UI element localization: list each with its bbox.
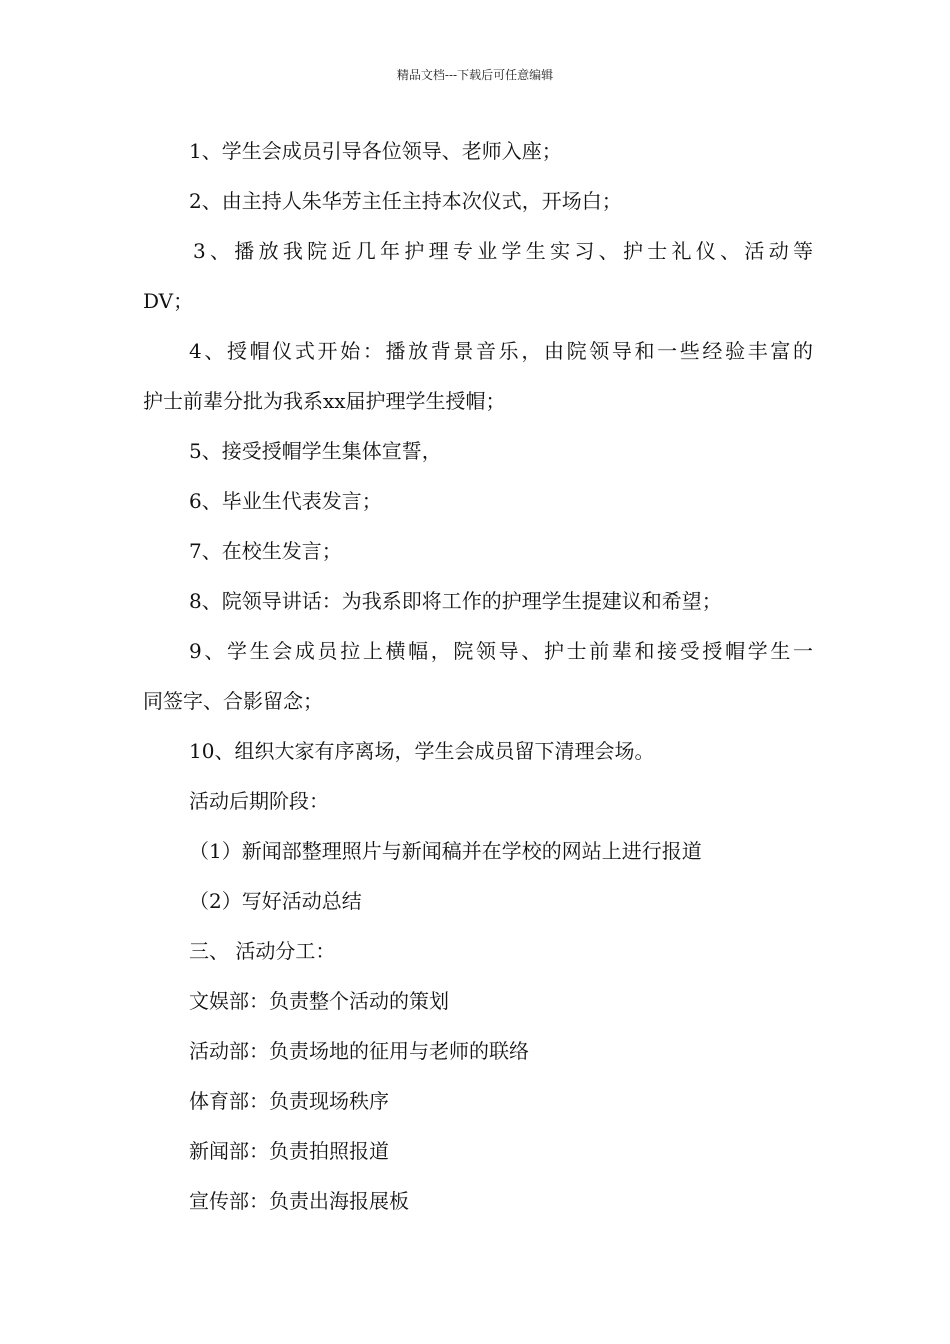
section-heading: 活动后期阶段： [189,789,329,813]
document-header: 精品文档---下载后可任意编辑 [396,68,554,82]
list-item: 1、学生会成员引导各位领导、老师入座； [189,139,562,163]
section-heading: 三、 活动分工： [189,939,336,963]
list-item: 5、接受授帽学生集体宣誓， [189,439,442,463]
list-item-continuation: DV； [143,289,194,313]
list-item: 体育部：负责现场秩序 [189,1089,389,1113]
list-item: （1）新闻部整理照片与新闻稿并在学校的网站上进行报道 [189,839,702,863]
list-item: 6、毕业生代表发言； [189,489,382,513]
list-item: 2、由主持人朱华芳主任主持本次仪式，开场白； [189,189,622,213]
list-item-continuation: 护士前辈分批为我系xx届护理学生授帽； [143,389,506,413]
list-item: 3、播放我院近几年护理专业学生实习、护士礼仪、活动等 [193,239,813,263]
list-item: 新闻部：负责拍照报道 [189,1139,389,1163]
list-item: 活动部：负责场地的征用与老师的联络 [189,1039,529,1063]
list-item: 8、院领导讲话：为我系即将工作的护理学生提建议和希望； [189,589,722,613]
list-item: 9、学生会成员拉上横幅，院领导、护士前辈和接受授帽学生一 [189,639,813,663]
list-item: 10、组织大家有序离场，学生会成员留下清理会场。 [189,739,655,763]
list-item: 宣传部：负责出海报展板 [189,1189,409,1213]
list-item: （2）写好活动总结 [189,889,362,913]
list-item: 文娱部：负责整个活动的策划 [189,989,449,1013]
list-item: 7、在校生发言； [189,539,342,563]
list-item: 4、授帽仪式开始：播放背景音乐，由院领导和一些经验丰富的 [189,339,813,363]
document-body [143,126,813,1226]
list-item-continuation: 同签字、合影留念； [143,689,323,713]
